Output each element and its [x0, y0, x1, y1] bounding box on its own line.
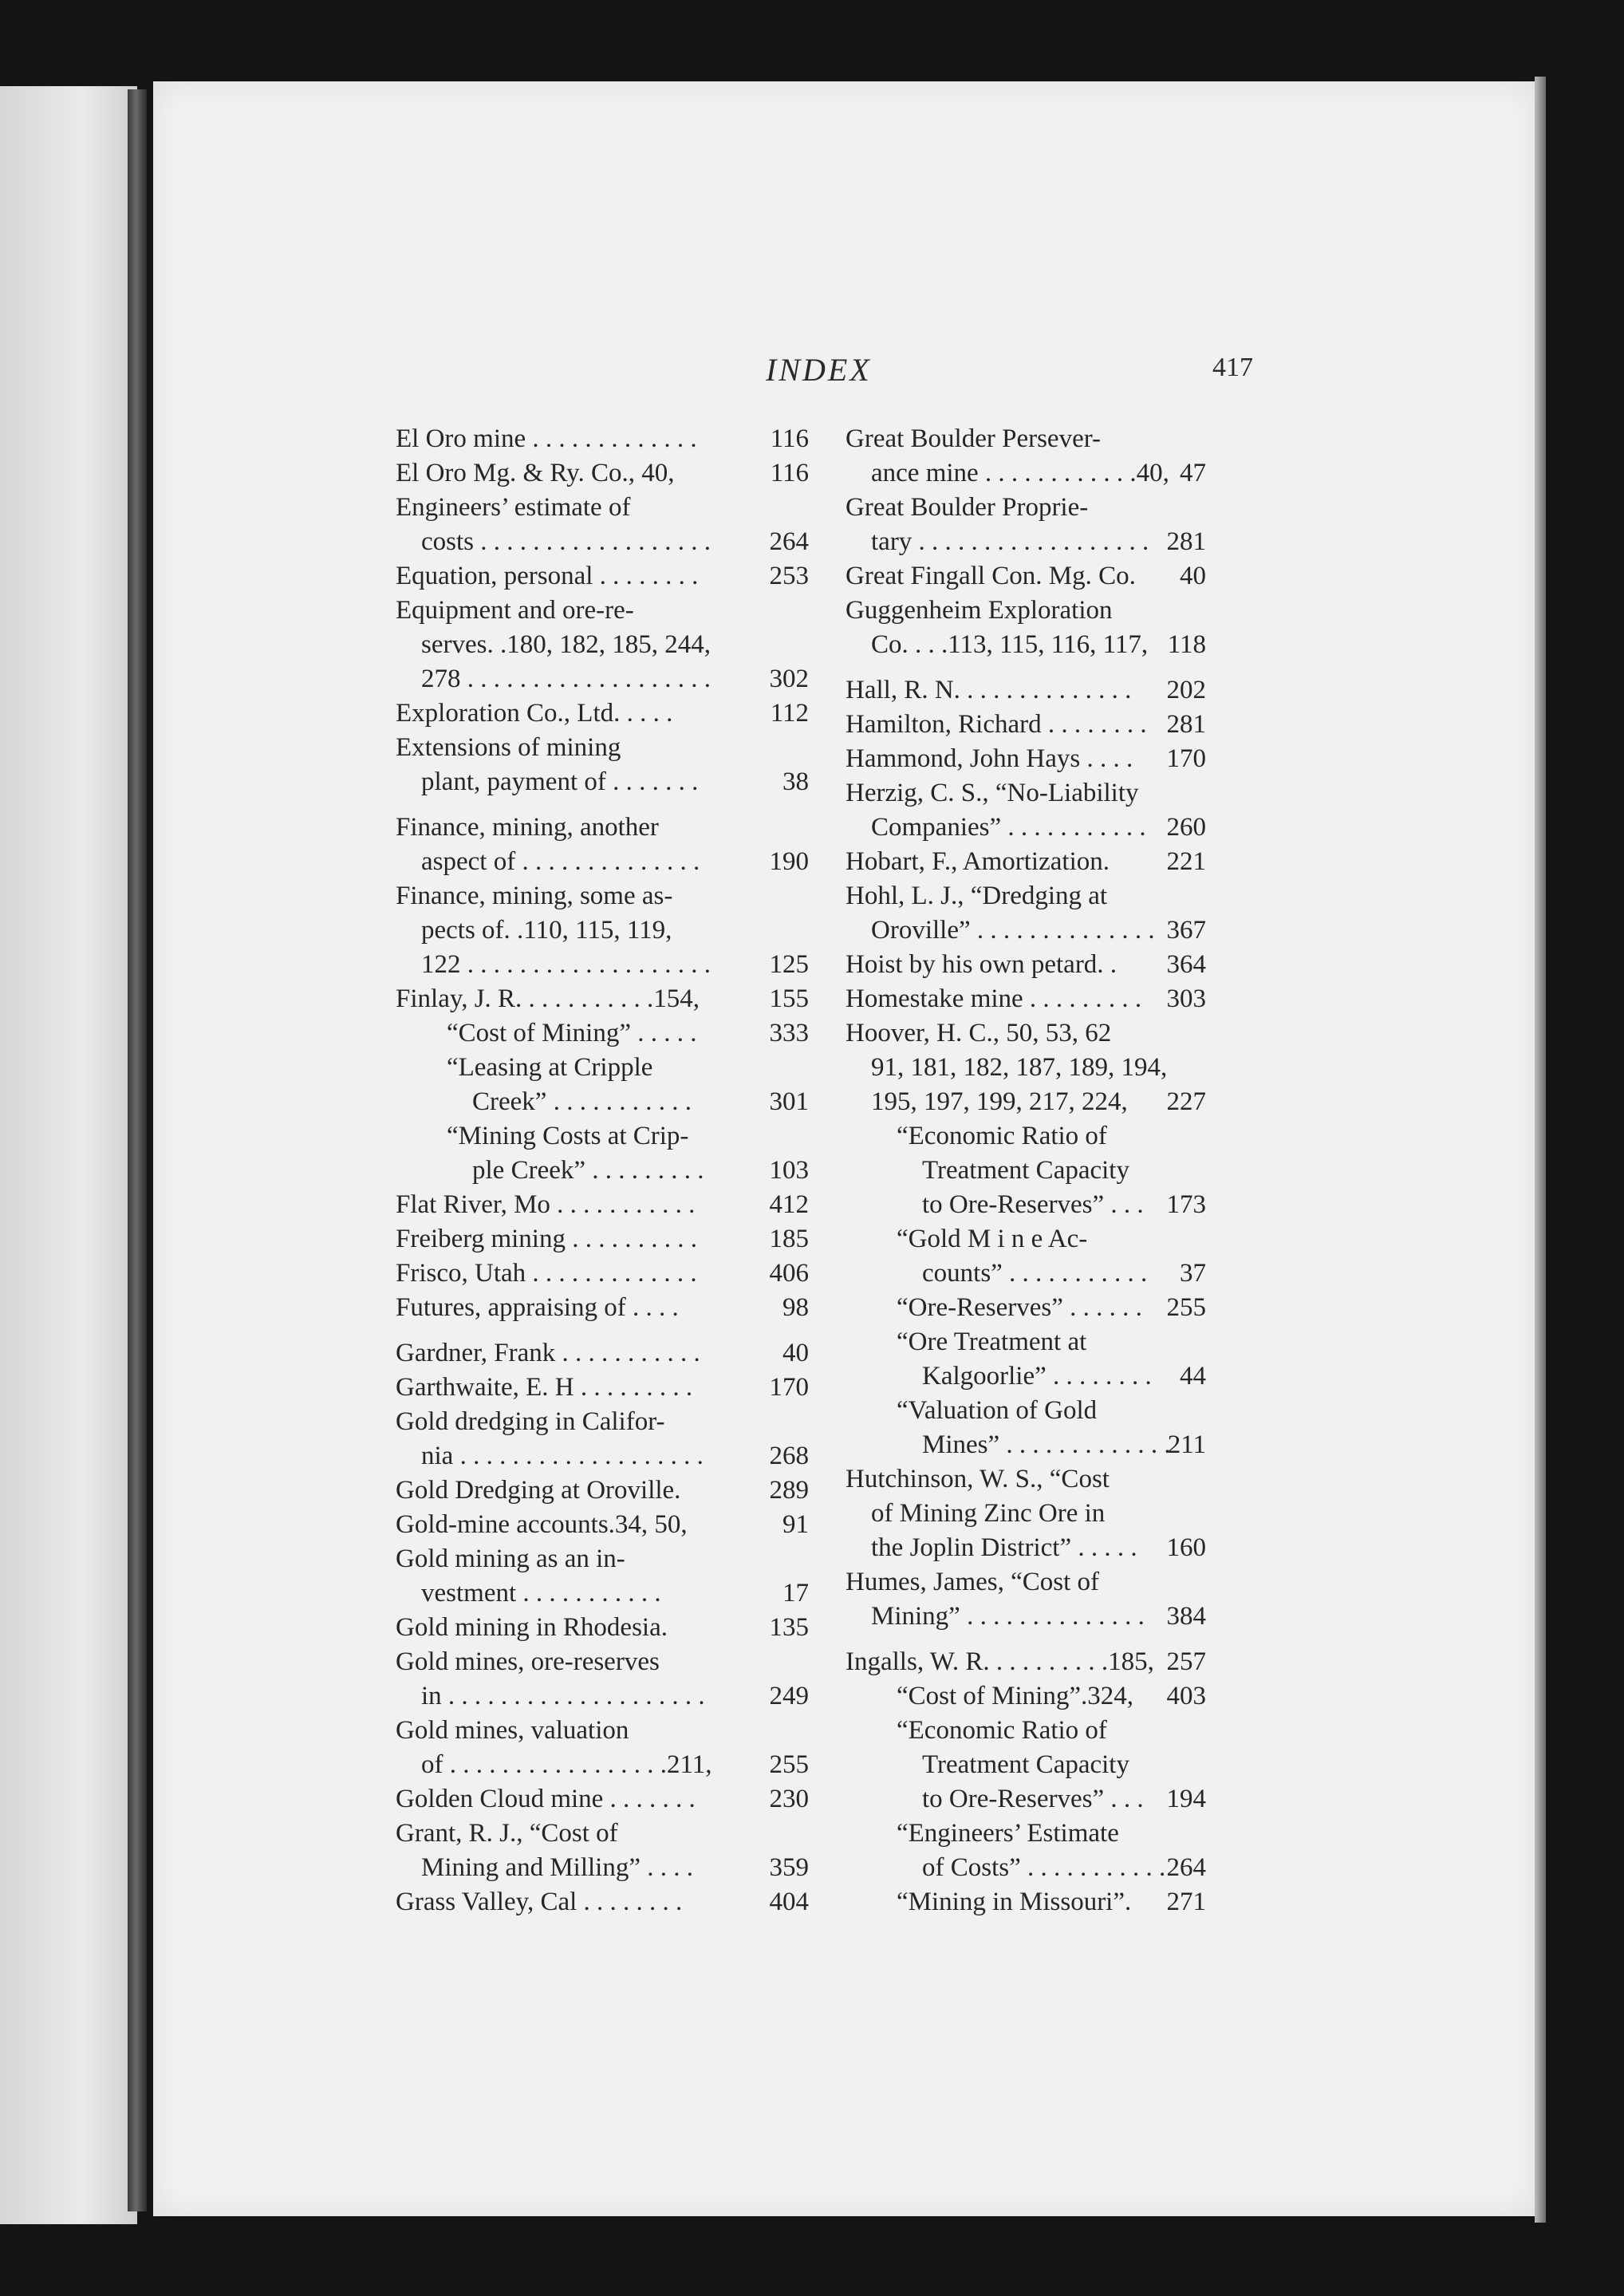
index-entry-page: 135	[769, 1613, 809, 1642]
index-entry	[846, 1533, 1206, 1568]
index-entry-text: Gardner, Frank . . . . . . . . . . .	[396, 1339, 700, 1367]
index-entry-text: Great Boulder Proprie-	[846, 493, 1089, 522]
index-entry	[846, 1156, 1206, 1190]
index-entry-text: Co. . . .113, 115, 116, 117,	[871, 630, 1149, 659]
index-entry-text: Frisco, Utah . . . . . . . . . . . . .	[396, 1259, 697, 1288]
index-entry-text: Oroville” . . . . . . . . . . . . . .	[871, 916, 1155, 945]
index-entry	[846, 1602, 1206, 1636]
index-entry-page: 40	[1180, 562, 1206, 590]
index-entry-page: 98	[782, 1293, 809, 1322]
index-entry-page: 40	[782, 1339, 809, 1367]
index-entry-text: Golden Cloud mine . . . . . . .	[396, 1785, 696, 1813]
index-entry	[396, 1407, 809, 1442]
index-entry-text: Gold mining as an in-	[396, 1544, 625, 1573]
index-entry-text: Hohl, L. J., “Dredging at	[846, 882, 1108, 910]
index-entry-text: Finance, mining, some as-	[396, 882, 673, 910]
index-entry	[846, 916, 1206, 950]
index-entry-text: of . . . . . . . . . . . . . . . . .211,	[421, 1750, 712, 1779]
index-entry	[846, 847, 1206, 882]
index-entry	[396, 699, 809, 733]
index-entry-text: Equation, personal . . . . . . . .	[396, 562, 699, 590]
index-entry-text: Equipment and ore-re-	[396, 596, 634, 625]
index-entry-page: 281	[1166, 527, 1206, 556]
index-entry-page: 255	[769, 1750, 809, 1779]
index-entry	[846, 676, 1206, 710]
index-entry-text: Mining” . . . . . . . . . . . . . .	[871, 1602, 1145, 1631]
index-entry-text: “Gold M i n e Ac-	[897, 1225, 1088, 1253]
index-entry	[846, 779, 1206, 813]
index-entry-page: 37	[1180, 1259, 1206, 1288]
index-entry-page: 47	[1180, 459, 1206, 487]
index-entry	[846, 1225, 1206, 1259]
index-entry	[846, 984, 1206, 1019]
index-entry	[846, 813, 1206, 847]
index-entry	[396, 1122, 809, 1156]
index-entry-text: “Cost of Mining” . . . . .	[447, 1019, 697, 1047]
index-entry-text: 195, 197, 199, 217, 224,	[871, 1087, 1128, 1116]
index-entry	[396, 1853, 809, 1888]
index-entry-text: 122 . . . . . . . . . . . . . . . . . . .	[421, 950, 711, 979]
index-entry	[396, 1476, 809, 1510]
index-entry	[396, 1579, 809, 1613]
index-entry-text: Gold dredging in Califor-	[396, 1407, 665, 1436]
index-entry-page: 253	[769, 562, 809, 590]
index-entry	[396, 1156, 809, 1190]
index-entry-page: 155	[769, 984, 809, 1013]
index-entry-page: 302	[769, 665, 809, 693]
index-entry	[846, 1716, 1206, 1750]
index-entry	[846, 1682, 1206, 1716]
index-entry-text: pects of. .110, 115, 119,	[421, 916, 672, 945]
index-entry-text: “Economic Ratio of	[897, 1122, 1107, 1150]
index-entry	[396, 950, 809, 984]
index-entry-text: Hoist by his own petard. .	[846, 950, 1117, 979]
index-entry-page: 194	[1166, 1785, 1206, 1813]
index-entry-text: of Mining Zinc Ore in	[871, 1499, 1106, 1528]
index-entry	[846, 596, 1206, 630]
index-entry-page: 125	[769, 950, 809, 979]
index-entry	[846, 744, 1206, 779]
index-entry-page: 170	[1166, 744, 1206, 773]
index-entry-text: Gold mines, ore-reserves	[396, 1647, 660, 1676]
index-entry-text: “Valuation of Gold	[897, 1396, 1098, 1425]
index-entry-text: Exploration Co., Ltd. . . . .	[396, 699, 673, 728]
index-entry	[396, 847, 809, 882]
index-entry-text: Grass Valley, Cal . . . . . . . .	[396, 1888, 683, 1916]
book-binding	[128, 89, 147, 2211]
index-entry-page: 406	[769, 1259, 809, 1288]
index-entry-text: Finlay, J. R. . . . . . . . . . .154,	[396, 984, 700, 1013]
index-entry-text: Engineers’ estimate of	[396, 493, 631, 522]
index-entry-text: “Ore-Reserves” . . . . . .	[897, 1293, 1142, 1322]
index-entry	[396, 984, 809, 1019]
index-entry-text: Great Boulder Persever-	[846, 424, 1102, 453]
index-entry	[846, 630, 1206, 665]
index-entry	[846, 710, 1206, 744]
index-entry	[396, 1785, 809, 1819]
index-entry	[846, 1647, 1206, 1682]
index-entry-page: 264	[1166, 1853, 1206, 1882]
index-entry-text: Companies” . . . . . . . . . . .	[871, 813, 1146, 842]
index-entry-text: to Ore-Reserves” . . .	[922, 1190, 1144, 1219]
index-entry-page: 333	[769, 1019, 809, 1047]
index-entry-text: costs . . . . . . . . . . . . . . . . . .	[421, 527, 711, 556]
index-entry	[846, 1750, 1206, 1785]
index-entry-text: Hamilton, Richard . . . . . . . .	[846, 710, 1147, 739]
index-entry-text: Finance, mining, another	[396, 813, 659, 842]
index-entry-page: 38	[782, 767, 809, 796]
index-entry-text: Gold-mine accounts.34, 50,	[396, 1510, 688, 1539]
index-entry-text: serves. .180, 182, 185, 244,	[421, 630, 711, 659]
index-entry-text: Ingalls, W. R. . . . . . . . . .185,	[846, 1647, 1154, 1676]
index-entry	[846, 1853, 1206, 1888]
index-entry	[846, 459, 1206, 493]
index-entry	[846, 1122, 1206, 1156]
index-entry-text: Hobart, F., Amortization.	[846, 847, 1110, 876]
index-entry	[396, 1259, 809, 1293]
index-entry	[396, 630, 809, 665]
index-entry-page: 249	[769, 1682, 809, 1710]
index-entry-page: 190	[769, 847, 809, 876]
index-entry-page: 173	[1166, 1190, 1206, 1219]
index-entry-text: in . . . . . . . . . . . . . . . . . . . .	[421, 1682, 705, 1710]
index-entry-text: El Oro mine . . . . . . . . . . . . .	[396, 424, 697, 453]
index-entry-text: Guggenheim Exploration	[846, 596, 1113, 625]
index-entry-text: of Costs” . . . . . . . . . . .	[922, 1853, 1166, 1882]
index-entry	[846, 1888, 1206, 1922]
index-entry-text: Kalgoorlie” . . . . . . . .	[922, 1362, 1152, 1391]
index-entry	[396, 665, 809, 699]
index-entry	[396, 1339, 809, 1373]
index-entry	[846, 1785, 1206, 1819]
index-entry	[846, 1819, 1206, 1853]
index-entry	[396, 1053, 809, 1087]
index-entry-text: “Mining Costs at Crip-	[447, 1122, 689, 1150]
index-entry-text: “Ore Treatment at	[897, 1327, 1087, 1356]
index-entry	[396, 767, 809, 802]
book-page	[153, 81, 1536, 2216]
index-entry-text: El Oro Mg. & Ry. Co., 40,	[396, 459, 675, 487]
index-entry-page: 260	[1166, 813, 1206, 842]
index-column-left	[396, 424, 809, 1922]
index-entry	[396, 1613, 809, 1647]
index-entry	[846, 1019, 1206, 1053]
index-entry	[396, 493, 809, 527]
index-entry	[846, 1053, 1206, 1087]
index-entry-page: 227	[1166, 1087, 1206, 1116]
index-entry-page: 268	[769, 1442, 809, 1470]
index-entry-page: 17	[782, 1579, 809, 1608]
index-entry-page: 301	[769, 1087, 809, 1116]
index-entry-text: ple Creek” . . . . . . . . .	[472, 1156, 704, 1185]
page-number: 417	[1212, 353, 1253, 382]
index-entry-text: nia . . . . . . . . . . . . . . . . . . .	[421, 1442, 704, 1470]
index-entry-page: 185	[769, 1225, 809, 1253]
index-entry-text: the Joplin District” . . . . .	[871, 1533, 1137, 1562]
index-entry-text: “Engineers’ Estimate	[897, 1819, 1119, 1848]
index-entry	[846, 1465, 1206, 1499]
page-edge-shadow	[1535, 77, 1546, 2223]
index-entry	[846, 527, 1206, 562]
index-entry	[396, 459, 809, 493]
index-entry-page: 303	[1166, 984, 1206, 1013]
index-entry-page: 403	[1166, 1682, 1206, 1710]
index-entry	[396, 1510, 809, 1544]
index-entry	[396, 1647, 809, 1682]
facing-page-edge	[0, 86, 137, 2224]
index-entry-text: counts” . . . . . . . . . . .	[922, 1259, 1148, 1288]
index-entry-text: plant, payment of . . . . . . .	[421, 767, 699, 796]
index-entry	[846, 1087, 1206, 1122]
index-entry	[396, 1442, 809, 1476]
index-entry-text: Gold mines, valuation	[396, 1716, 629, 1745]
index-entry-page: 289	[769, 1476, 809, 1505]
index-entry	[396, 1888, 809, 1922]
index-entry	[846, 1327, 1206, 1362]
index-entry-text: Futures, appraising of . . . .	[396, 1293, 679, 1322]
index-entry-text: Extensions of mining	[396, 733, 621, 762]
index-entry-page: 255	[1166, 1293, 1206, 1322]
index-entry-page: 118	[1167, 630, 1206, 659]
index-entry-page: 202	[1166, 676, 1206, 704]
index-entry-page: 211	[1167, 1430, 1206, 1459]
index-entry-page: 257	[1166, 1647, 1206, 1676]
index-entry	[396, 1225, 809, 1259]
index-entry	[846, 1190, 1206, 1225]
index-entry-page: 359	[769, 1853, 809, 1882]
index-entry	[846, 882, 1206, 916]
index-entry-text: Hoover, H. C., 50, 53, 62	[846, 1019, 1112, 1047]
index-entry-page: 364	[1166, 950, 1206, 979]
index-entry	[846, 424, 1206, 459]
index-entry-text: aspect of . . . . . . . . . . . . . .	[421, 847, 700, 876]
index-entry-text: Humes, James, “Cost of	[846, 1568, 1100, 1596]
index-entry-text: to Ore-Reserves” . . .	[922, 1785, 1144, 1813]
index-entry	[396, 1373, 809, 1407]
index-entry	[846, 562, 1206, 596]
index-entry-text: Hall, R. N. . . . . . . . . . . . . .	[846, 676, 1132, 704]
index-entry-text: Great Fingall Con. Mg. Co.	[846, 562, 1136, 590]
index-entry	[396, 916, 809, 950]
index-column-right	[846, 424, 1206, 1922]
index-entry	[396, 562, 809, 596]
index-entry-text: “Cost of Mining”.324,	[897, 1682, 1133, 1710]
index-entry-page: 281	[1166, 710, 1206, 739]
index-entry-page: 412	[769, 1190, 809, 1219]
index-entry-text: Treatment Capacity	[922, 1750, 1129, 1779]
index-entry-page: 230	[769, 1785, 809, 1813]
index-entry-page: 170	[769, 1373, 809, 1402]
index-entry	[396, 1087, 809, 1122]
index-entry-text: Hutchinson, W. S., “Cost	[846, 1465, 1110, 1493]
index-entry-text: tary . . . . . . . . . . . . . . . . . .	[871, 527, 1149, 556]
index-entry	[396, 424, 809, 459]
index-entry	[396, 596, 809, 630]
index-entry-page: 221	[1166, 847, 1206, 876]
index-entry-page: 116	[770, 459, 809, 487]
index-entry-page: 404	[769, 1888, 809, 1916]
index-entry-text: Creek” . . . . . . . . . . .	[472, 1087, 692, 1116]
index-entry	[846, 1293, 1206, 1327]
index-entry-text: 91, 181, 182, 187, 189, 194,	[871, 1053, 1168, 1082]
index-entry-text: Mines” . . . . . . . . . . . . .	[922, 1430, 1171, 1459]
index-entry	[396, 733, 809, 767]
index-entry-text: “Economic Ratio of	[897, 1716, 1107, 1745]
index-entry-text: “Mining in Missouri”.	[897, 1888, 1132, 1916]
index-entry-page: 271	[1166, 1888, 1206, 1916]
index-entry-text: Homestake mine . . . . . . . . .	[846, 984, 1142, 1013]
index-entry-page: 116	[770, 424, 809, 453]
index-entry-text: Flat River, Mo . . . . . . . . . . .	[396, 1190, 696, 1219]
index-entry-page: 44	[1180, 1362, 1206, 1391]
index-entry	[396, 1293, 809, 1327]
index-entry	[396, 1544, 809, 1579]
index-entry	[396, 1019, 809, 1053]
index-entry	[846, 1362, 1206, 1396]
index-entry-text: Mining and Milling” . . . .	[421, 1853, 693, 1882]
index-entry	[396, 1750, 809, 1785]
index-entry	[846, 1499, 1206, 1533]
index-entry-page: 367	[1166, 916, 1206, 945]
index-entry-page: 160	[1166, 1533, 1206, 1562]
index-entry-text: 278 . . . . . . . . . . . . . . . . . . .	[421, 665, 711, 693]
index-entry	[846, 1430, 1206, 1465]
index-entry	[396, 882, 809, 916]
index-entry	[396, 527, 809, 562]
index-entry	[396, 813, 809, 847]
index-entry-page: 264	[769, 527, 809, 556]
index-entry	[396, 1716, 809, 1750]
index-entry-text: Gold Dredging at Oroville.	[396, 1476, 681, 1505]
index-entry	[396, 1190, 809, 1225]
index-entry-page: 103	[769, 1156, 809, 1185]
index-entry-text: Garthwaite, E. H . . . . . . . . .	[396, 1373, 693, 1402]
index-entry-text: Freiberg mining . . . . . . . . . .	[396, 1225, 697, 1253]
index-entry	[396, 1819, 809, 1853]
index-entry-page: 91	[782, 1510, 809, 1539]
index-entry-text: ance mine . . . . . . . . . . . .40,	[871, 459, 1169, 487]
index-entry	[846, 1259, 1206, 1293]
index-entry-text: Hammond, John Hays . . . .	[846, 744, 1133, 773]
index-entry-page: 384	[1166, 1602, 1206, 1631]
index-entry	[846, 493, 1206, 527]
index-entry-text: Gold mining in Rhodesia.	[396, 1613, 668, 1642]
index-entry	[396, 1682, 809, 1716]
index-entry	[846, 950, 1206, 984]
index-entry-text: Grant, R. J., “Cost of	[396, 1819, 618, 1848]
index-entry-text: Treatment Capacity	[922, 1156, 1129, 1185]
index-entry-text: vestment . . . . . . . . . . .	[421, 1579, 661, 1608]
index-entry-text: “Leasing at Cripple	[447, 1053, 653, 1082]
index-entry	[846, 1396, 1206, 1430]
index-entry-page: 112	[770, 699, 809, 728]
index-entry-text: Herzig, C. S., “No-Liability	[846, 779, 1139, 807]
running-head-title: INDEX	[766, 352, 872, 388]
index-entry	[846, 1568, 1206, 1602]
